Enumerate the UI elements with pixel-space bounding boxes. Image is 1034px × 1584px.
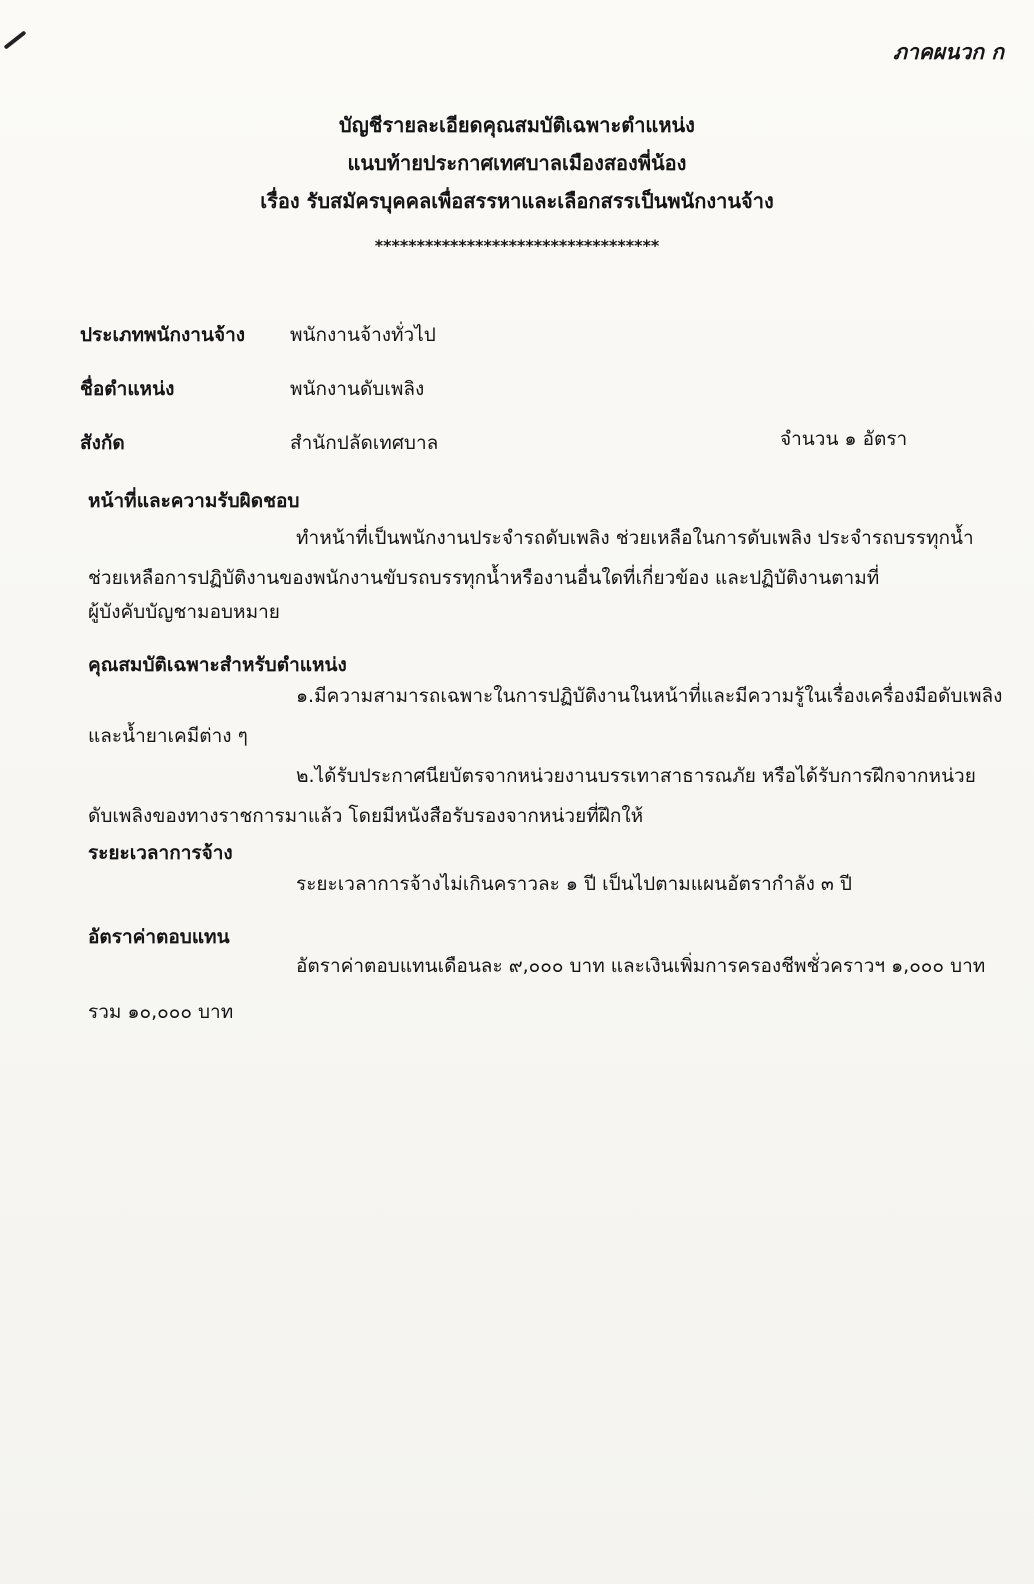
duration-text: ระยะเวลาการจ้างไม่เกินคราวละ ๑ ปี เป็นไปตามแผนอัตรากำลัง ๓ ปี [296, 873, 852, 895]
title-line-1: บัญชีรายละเอียดคุณสมบัติเฉพาะตำแหน่ง [339, 113, 695, 137]
department-label: สังกัด [80, 432, 125, 454]
qualifications-paragraph [88, 676, 1003, 836]
qualification-2-line-1: ๒.ได้รับประกาศนียบัตรจากหน่วยงานบรรเทาสาธารณภัย หรือได้รับการฝึกจากหน่วย [296, 765, 976, 787]
title-line-2: แนบท้ายประกาศเทศบาลเมืองสองพี่น้อง [347, 151, 687, 175]
position-value: พนักงานดับเพลิง [290, 378, 425, 400]
duties-paragraph [88, 518, 988, 632]
duration-heading: ระยะเวลาการจ้าง [88, 842, 233, 864]
title-separator: ********************************** [374, 236, 660, 255]
qualification-1-line-2: และน้ำยาเคมีต่าง ๆ [88, 725, 248, 747]
title-line-3: เรื่อง รับสมัครบุคคลเพื่อสรรหาและเลือกสรรเป็นพนักงานจ้าง [260, 189, 774, 213]
duties-heading: หน้าที่และความรับผิดชอบ [88, 490, 300, 512]
qualification-2-line-2: ดับเพลิงของทางราชการมาแล้ว โดยมีหนังสือรับรองจากหน่วยที่ฝึกให้ [88, 805, 644, 827]
duties-line-1: ทำหน้าที่เป็นพนักงานประจำรถดับเพลิง ช่วยเหลือในการดับเพลิง ประจำรถบรรทุกน้ำ [296, 527, 974, 549]
compensation-line-2: รวม ๑๐,๐๐๐ บาท [88, 1001, 234, 1023]
document-title [0, 106, 1034, 220]
position-count: จำนวน ๑ อัตรา [780, 428, 908, 450]
duties-line-2: ช่วยเหลือการปฏิบัติงานของพนักงานขับรถบรรทุกน้ำหรืองานอื่นใดที่เกี่ยวข้อง และปฏิบัติงานตามที่ [88, 567, 880, 589]
compensation-line-1: อัตราค่าตอบแทนเดือนละ ๙,๐๐๐ บาท และเงินเพิ่มการครองชีพชั่วคราวฯ ๑,๐๐๐ บาท [296, 955, 986, 977]
duties-line-3: ผู้บังคับบัญชามอบหมาย [88, 601, 280, 623]
compensation-heading: อัตราค่าตอบแทน [88, 926, 230, 948]
department-value: สำนักปลัดเทศบาล [290, 432, 439, 454]
position-label: ชื่อตำแหน่ง [80, 378, 175, 400]
employee-type-label: ประเภทพนักงานจ้าง [80, 324, 246, 346]
pen-mark [4, 30, 27, 49]
qualification-1-line-1: ๑.มีความสามารถเฉพาะในการปฏิบัติงานในหน้าที่และมีความรู้ในเรื่องเครื่องมือดับเพลิง [296, 685, 1003, 707]
appendix-label: ภาคผนวก ก [893, 40, 1004, 64]
employee-type-value: พนักงานจ้างทั่วไป [290, 324, 436, 346]
qualifications-heading: คุณสมบัติเฉพาะสำหรับตำแหน่ง [88, 654, 347, 676]
compensation-paragraph [88, 946, 988, 1032]
duration-paragraph [88, 864, 988, 904]
